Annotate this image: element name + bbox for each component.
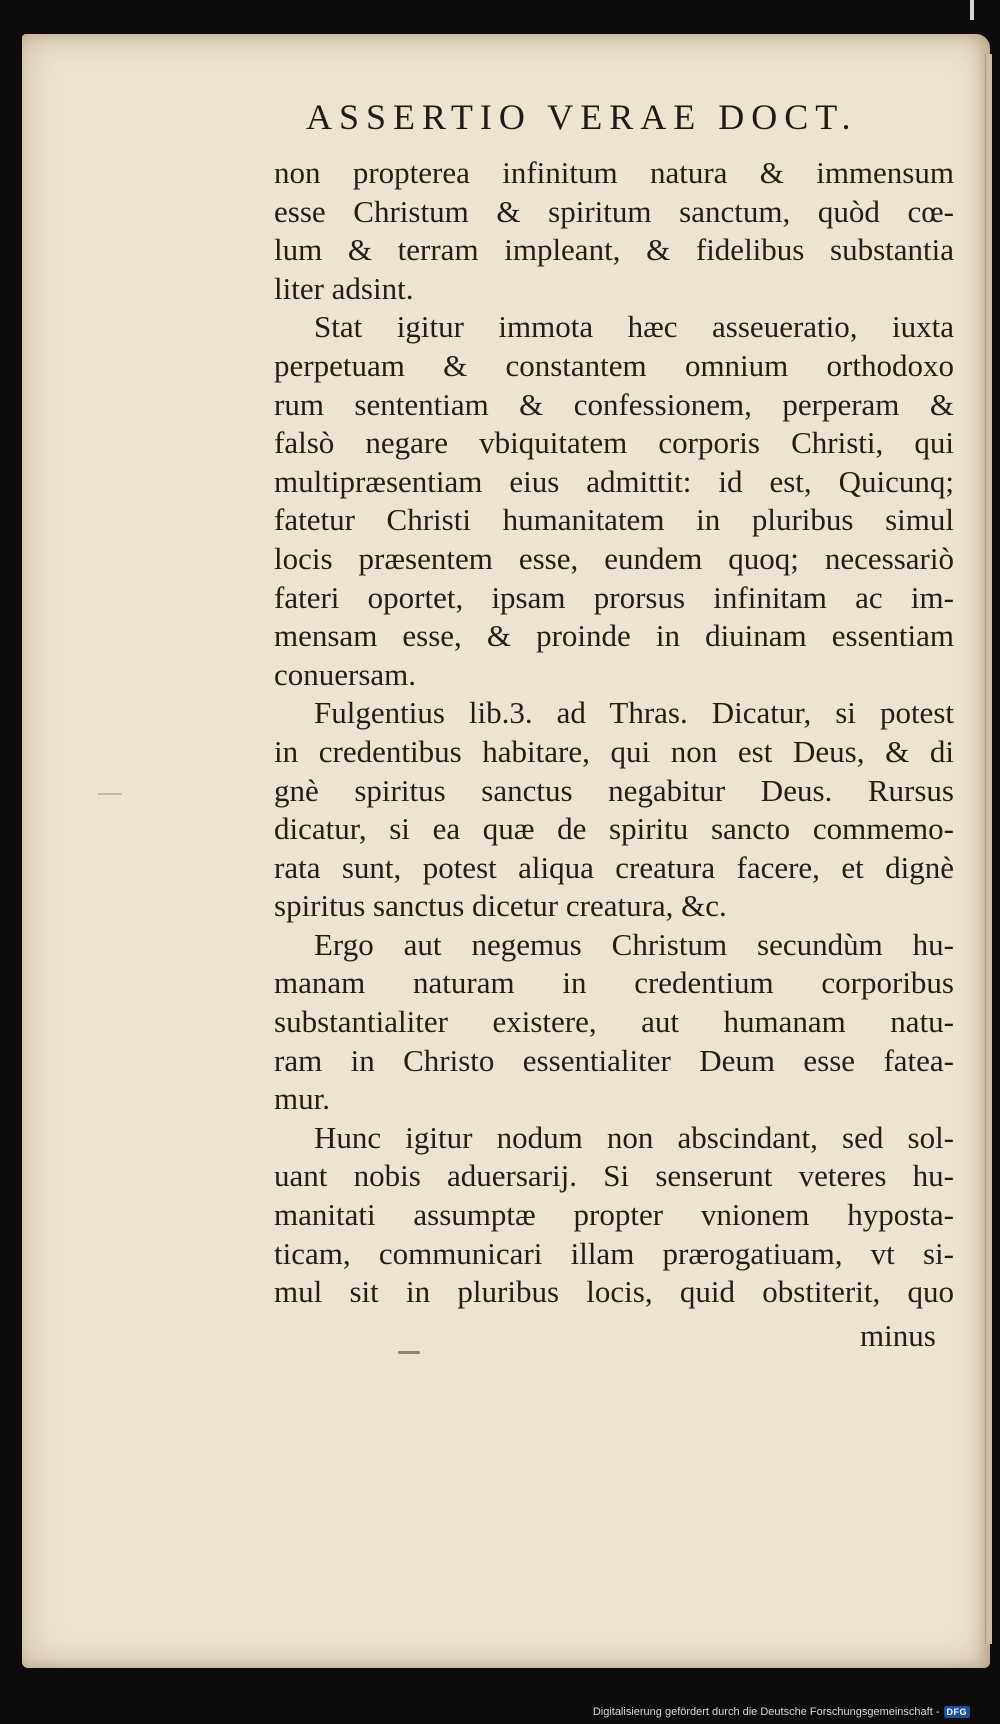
text-line: in credentibus habitare, qui non est Deus, & di — [274, 733, 954, 769]
scan-corner-mark — [970, 0, 974, 20]
text-line: Ergo aut negemus Christum secundùm hu- — [314, 926, 954, 962]
text-line: falsò negare vbiquitatem corporis Christi, qui — [274, 425, 954, 461]
text-line: manitati assumptæ propter vnionem hyposta- — [274, 1197, 954, 1233]
text-line: esse Christum & spiritum sanctum, quòd cœ- — [274, 193, 954, 229]
text-line: rum sententiam & confessionem, perperam & — [274, 386, 954, 422]
text-line: substantialiter existere, aut humanam natu- — [274, 1004, 954, 1040]
footer-credit-text: Digitalisierung gefördert durch die Deutsche Forschungsgemeinschaft - — [592, 1706, 940, 1718]
text-line: fateri oportet, ipsam prorsus infinitam ac im- — [274, 579, 954, 615]
text-line: manam naturam in credentium corporibus — [274, 965, 954, 1001]
text-line: dicatur, si ea quæ de spiritu sancto commemo- — [274, 811, 954, 847]
text-line: non propterea infinitum natura & immensum — [274, 155, 954, 190]
text-line: conuersam. — [274, 656, 417, 692]
running-head: ASSERTIO VERAE DOCT. — [306, 97, 858, 137]
margin-mark — [98, 793, 122, 795]
body-text — [274, 154, 954, 1312]
bottom-ink-mark — [398, 1351, 420, 1354]
text-line: ram in Christo essentialiter Deum esse fatea- — [274, 1042, 954, 1078]
text-line: lum & terram impleant, & fidelibus substantia — [274, 232, 954, 268]
text-line: fatetur Christi humanitatem in pluribus simul — [274, 502, 954, 538]
text-line: locis præsentem esse, eundem quoq; necessariò — [274, 540, 954, 576]
text-line: Hunc igitur nodum non abscindant, sed sol- — [314, 1119, 954, 1155]
text-line: uant nobis aduersarij. Si senserunt veteres hu- — [274, 1158, 954, 1194]
text-line: liter adsint. — [274, 270, 414, 306]
catchword: minus — [860, 1318, 936, 1353]
text-line: gnè spiritus sanctus negabitur Deus. Rursus — [274, 772, 954, 808]
footer-credit — [593, 1706, 970, 1718]
page-edge — [985, 54, 992, 1644]
text-line: mensam esse, & proinde in diuinam essentiam — [274, 618, 954, 654]
text-line: spiritus sanctus dicetur creatura, &c. — [274, 888, 727, 924]
text-line: Fulgentius lib.3. ad Thras. Dicatur, si potest — [314, 695, 954, 731]
text-line: mul sit in pluribus locis, quid obstiterit, quo — [274, 1274, 954, 1310]
text-line: Stat igitur immota hæc asseueratio, iuxta — [314, 309, 954, 345]
text-line: perpetuam & constantem omnium orthodoxo — [274, 347, 954, 383]
dfg-logo: DFG — [944, 1706, 971, 1718]
text-line: mur. — [274, 1081, 330, 1117]
text-line: ticam, communicari illam prærogatiuam, vt si- — [274, 1235, 954, 1271]
text-line: multipræsentiam eius admittit: id est, Quicunq; — [274, 463, 954, 499]
text-line: rata sunt, potest aliqua creatura facere, et dignè — [274, 849, 954, 885]
